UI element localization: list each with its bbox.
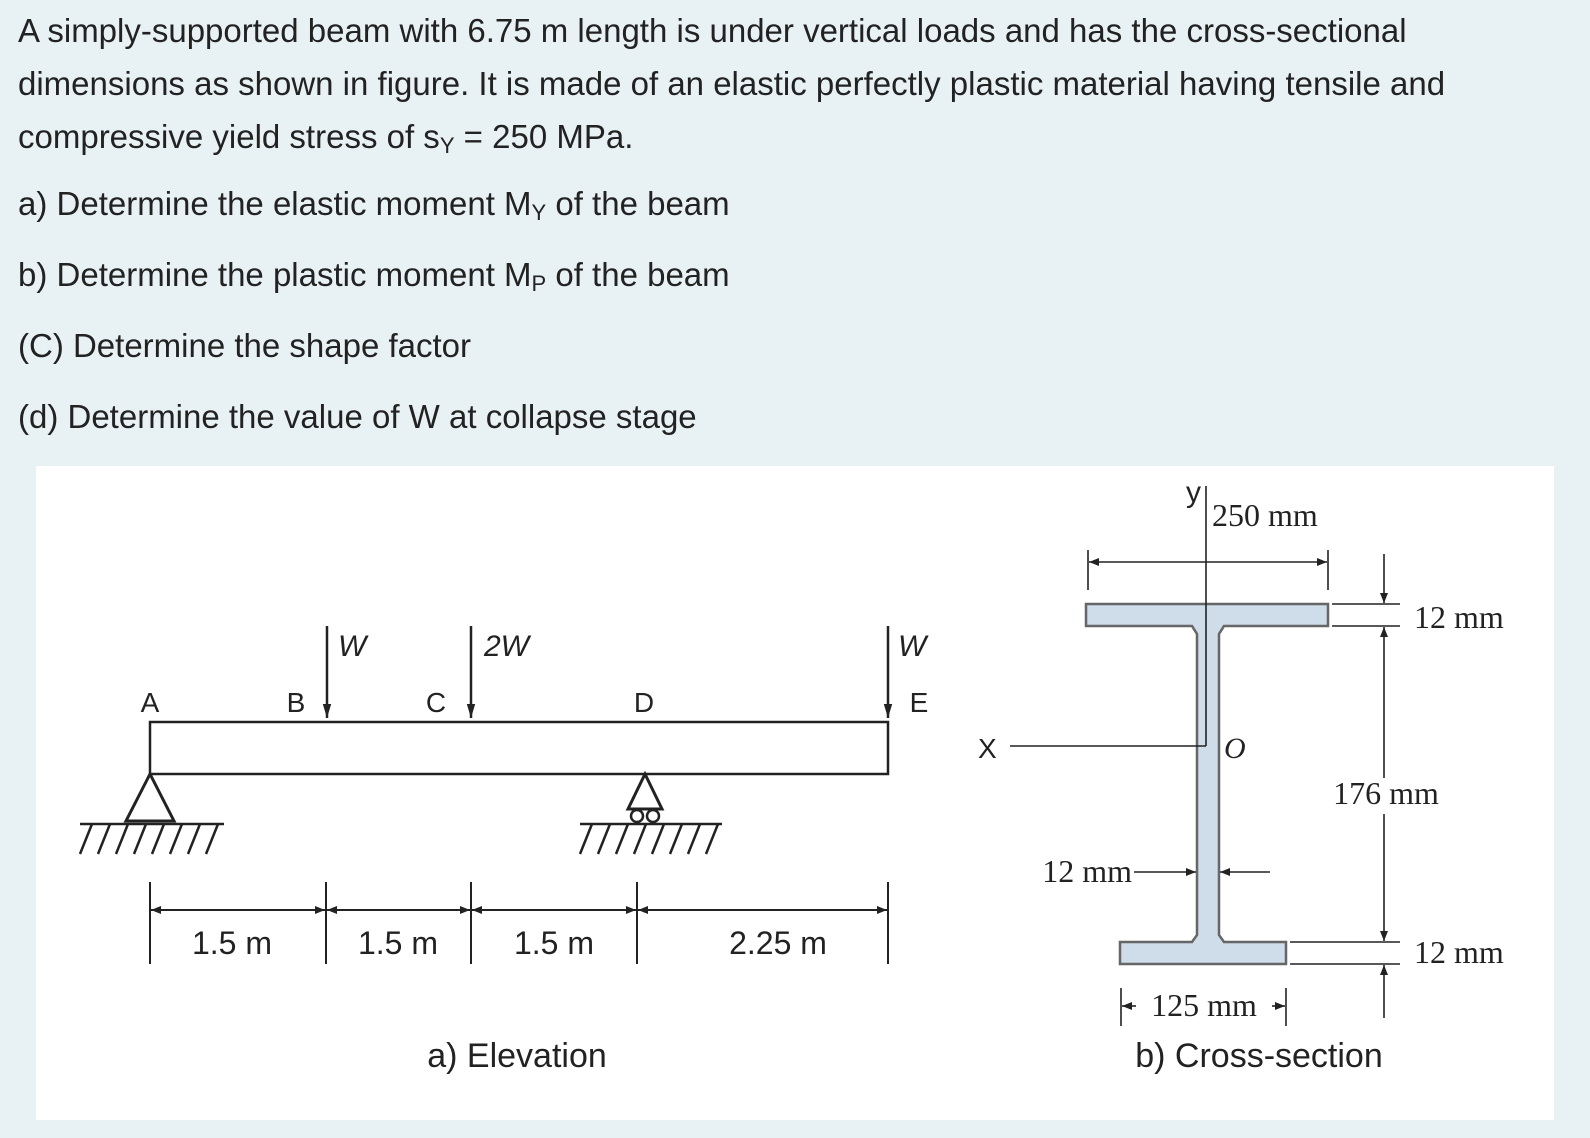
question-a-text: a) Determine the elastic moment M [18,185,532,222]
intro-end: = 250 MPa. [454,118,634,155]
bottom-flange-width-label: 125 mm [1151,987,1257,1023]
span-label-2: 1.5 m [357,925,439,961]
problem-intro [18,4,1578,172]
load-label-e: W [898,630,927,663]
point-label-d: D [633,687,655,718]
roller-wheel-2 [647,810,659,822]
x-axis-label: X [978,733,997,764]
origin-label: O [1224,732,1246,765]
question-a-end: of the beam [546,185,730,222]
roller-support-d [628,774,662,809]
beam [150,722,888,774]
elevation-labels [141,630,929,1075]
question-b-sub: P [531,271,547,296]
span-label-1: 1.5 m [191,925,273,961]
i-beam-section [1086,604,1328,964]
question-c: (C) Determine the shape factor [18,327,472,364]
y-axis-label: y [1186,476,1201,509]
cross-section-diagram [978,476,1504,1075]
question-b [18,255,730,304]
elevation-diagram [80,626,888,964]
roller-wheel-1 [631,810,643,822]
question-d: (d) Determine the value of W at collapse stage [18,398,697,435]
figure-panel [36,466,1554,1120]
ground-hatch-d [580,824,722,854]
ground-hatch-a [80,824,224,854]
pin-support-a [126,774,174,821]
figure-svg [36,466,1554,1120]
top-flange-thickness-label: 12 mm [1414,599,1504,635]
point-label-a: A [140,687,160,718]
intro-text: A simply-supported beam with 6.75 m length is under vertical loads and has the cross-sectional dimensions as shown in figure. It is made of an elastic perfectly plastic material having tensile and compressive yield stress of s [18,12,1446,155]
load-label-c: 2W [484,630,529,663]
question-b-end: of the beam [546,256,730,293]
web-thickness-label: 12 mm [1042,853,1132,889]
span-label-4: 2.25 m [729,925,827,961]
top-flange-width-label: 250 mm [1212,497,1318,533]
intro-subscript: Y [439,133,455,158]
point-label-b: B [286,687,306,718]
bottom-flange-thickness-label: 12 mm [1414,934,1504,970]
cross-section-caption: b) Cross-section [1135,1037,1383,1075]
problem-statement [18,4,1578,435]
question-b-text: b) Determine the plastic moment M [18,256,532,293]
elevation-caption: a) Elevation [427,1037,607,1075]
web-height-label: 176 mm [1333,775,1439,811]
load-label-b: W [338,630,367,663]
point-label-e: E [909,687,929,718]
question-a [18,184,730,233]
span-label-3: 1.5 m [513,925,595,961]
point-label-c: C [425,687,447,718]
question-a-sub: Y [531,200,547,225]
